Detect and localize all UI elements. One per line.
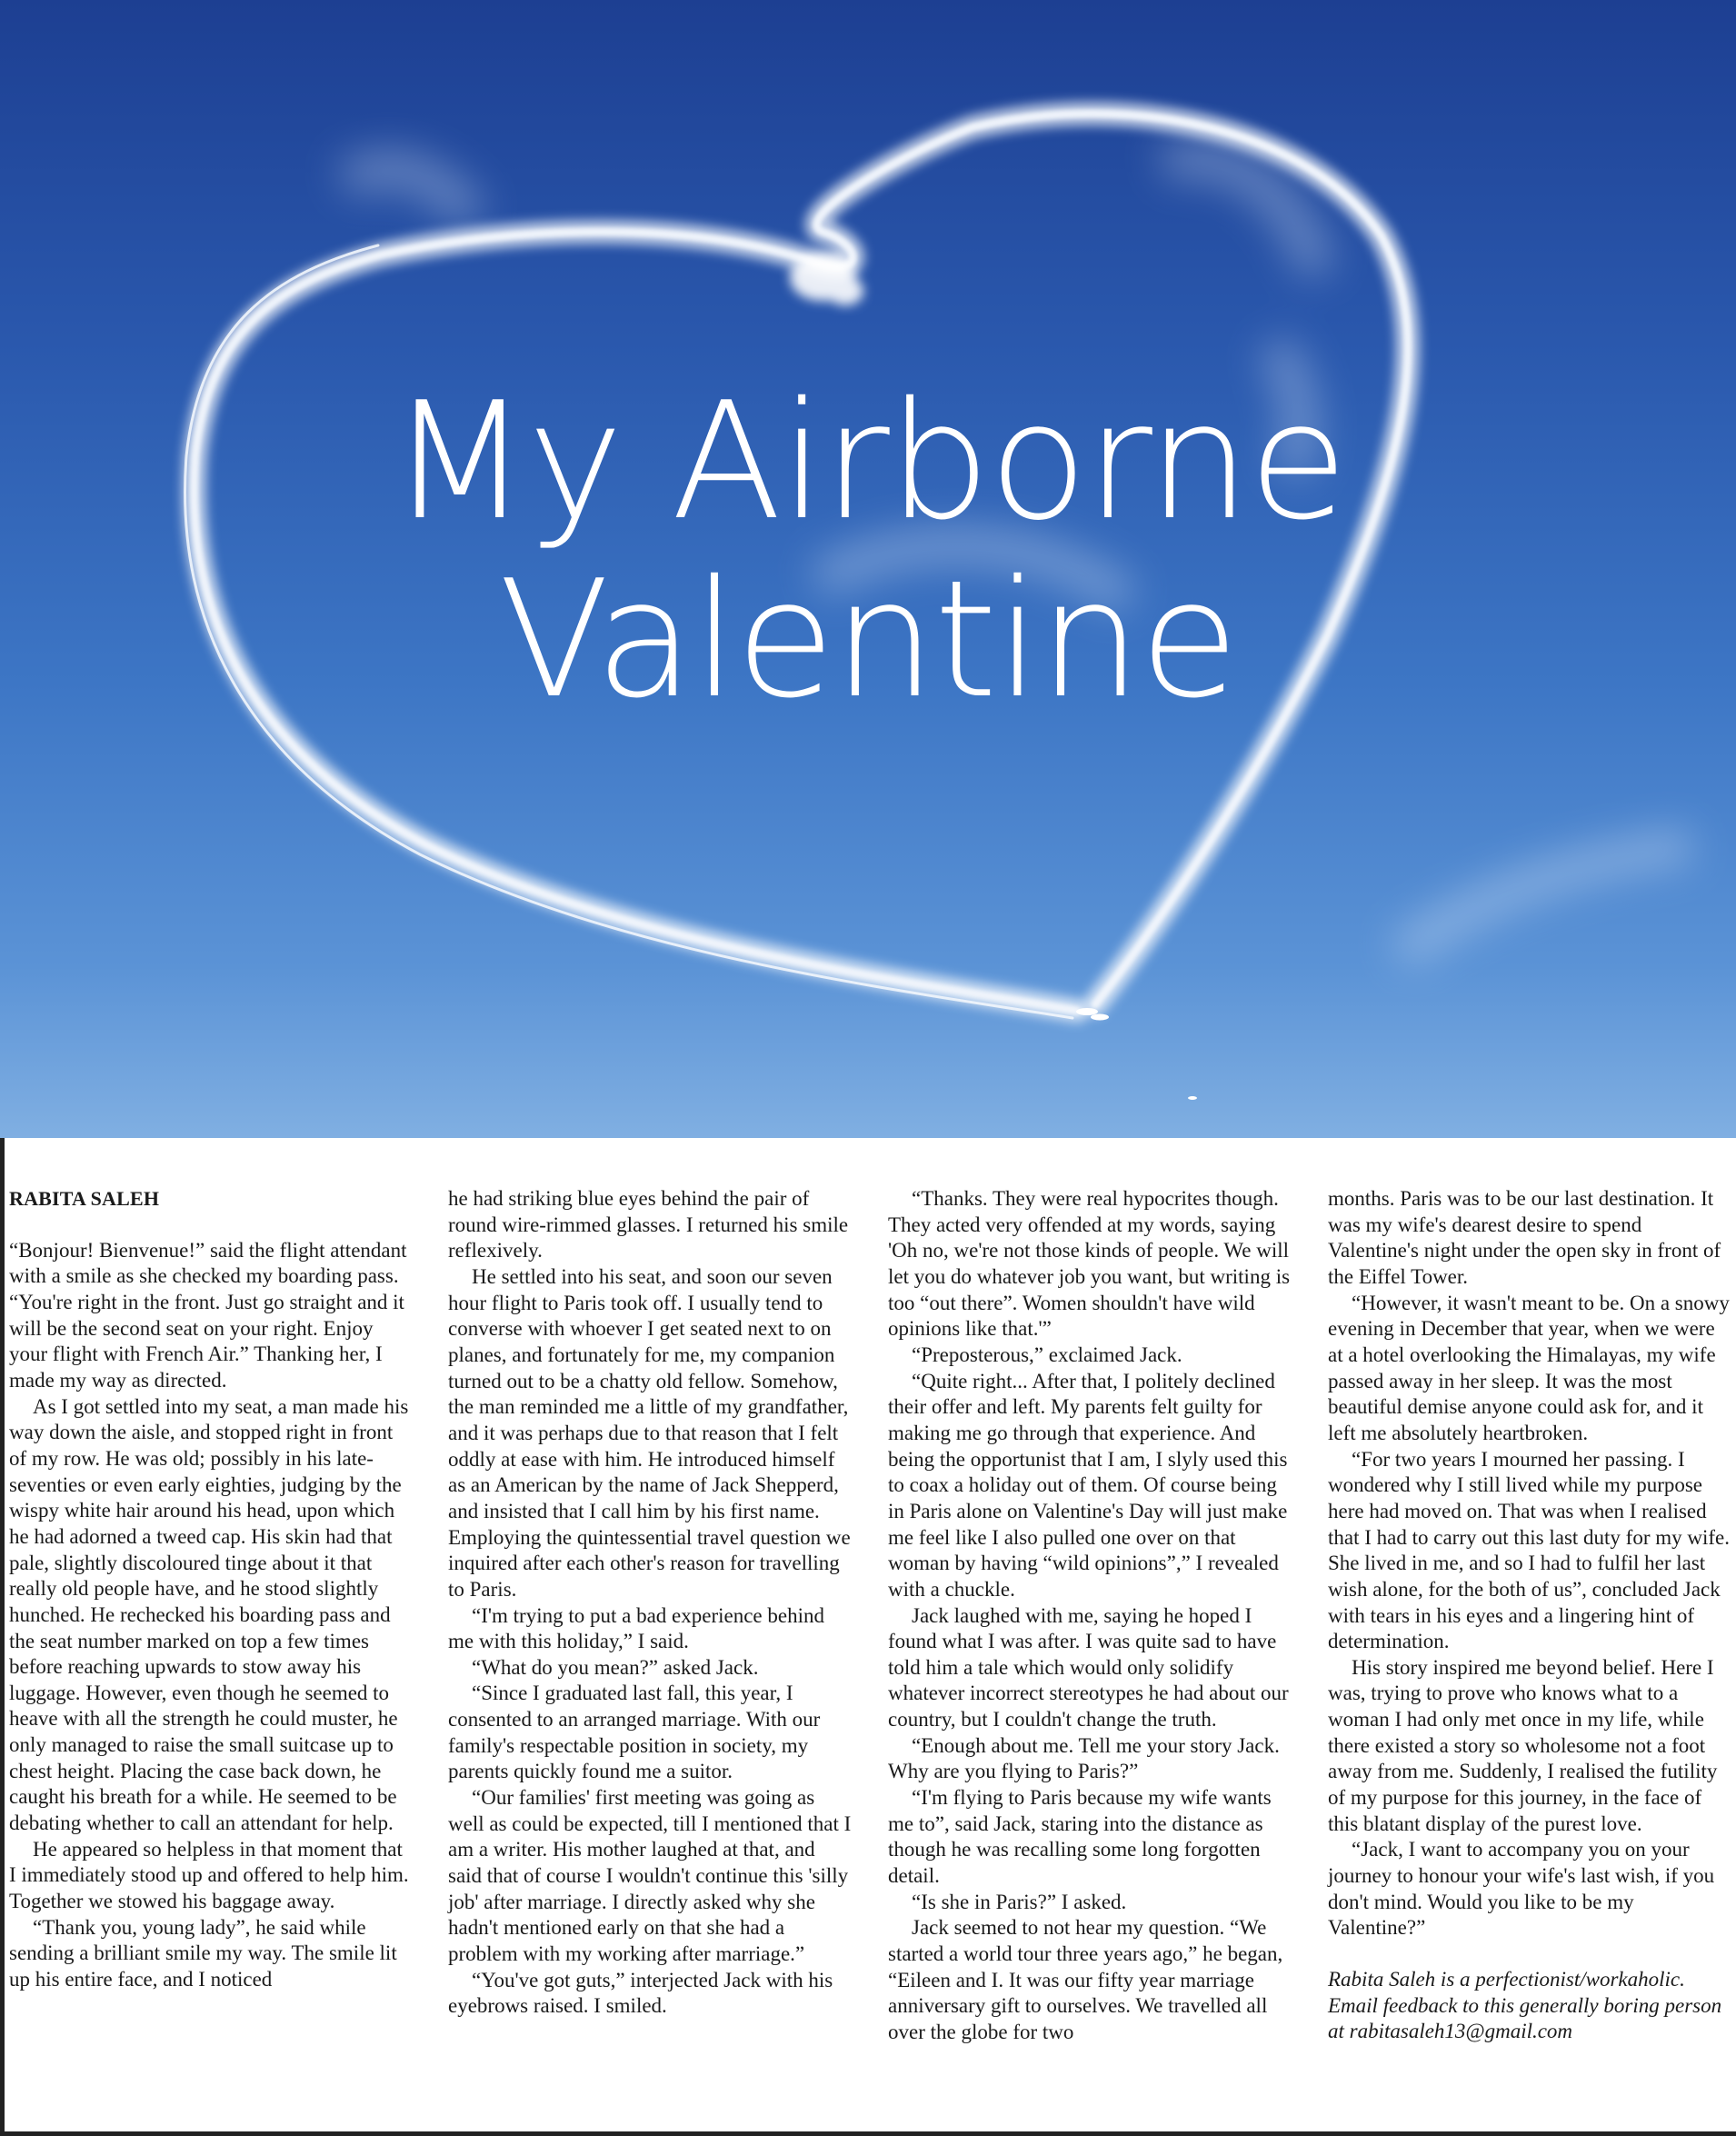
headline [0,367,1736,734]
paragraph: “Our families' first meeting was going as well as could be expected, till I mentioned that I am a writer. His mother laughed at that, and said that of course I wouldn't continue this 'silly job' after marriage. I directly asked why she hadn't mentioned early on that she had a problem with my working after marriage.” [448,1786,852,1966]
paragraph: “You've got guts,” interjected Jack with his eyebrows raised. I smiled. [448,1968,833,2018]
paragraph: “Enough about me. Tell me your story Jack. Why are you flying to Paris?” [888,1733,1280,1783]
paragraph: “However, it wasn't meant to be. On a snowy evening in December that year, when we were at a hotel overlooking the Himalayas, my wife passed away in her sleep. It was the most beautiful demise anyone could ask for, and it left me absolutely heartbroken. [1328,1291,1730,1444]
paragraph: “I'm trying to put a bad experience behind me with this holiday,” I said. [448,1603,824,1653]
paragraph: “Bonjour! Bienvenue!” said the flight attendant with a smile as she checked my boarding pass. “You're right in the front. Just go straight and it will be the second seat on your right. Enjoy your flight with French Air.” Thanking her, I made my way as directed. [9,1238,407,1392]
paragraph: As I got settled into my seat, a man made his way down the aisle, and stopped right in front of my row. He was old; possibly in his late-seventies or even early eighties, judging by the wispy white hair around his head, upon which he had adorned a tweed cap. His skin had that pale, slightly discoloured tinge about it that really old people have, and he stood slightly hunched. He rechecked his boarding pass and the seat number marked on top a few times before reaching upwards to stow away his luggage. However, even though he seemed to heave with all the strength he could muster, he only managed to raise the small suitcase up to chest height. Placing the case back down, he caught his breath for a while. He seemed to be debating whether to call an attendant for help. [9,1394,409,1835]
paragraph: Jack laughed with me, saying he hoped I found what I was after. I was quite sad to have told him a tale which would only solidify whatever incorrect stereotypes he had about our country, but I couldn't change the truth. [888,1603,1289,1732]
column-3 [888,1186,1292,2046]
paragraph: “What do you mean?” asked Jack. [472,1655,759,1679]
bottom-border [0,2131,1736,2136]
paragraph: Jack seemed to not hear my question. “We started a world tour three years ago,” he began, “Eileen and I. It was our fifty year marriage anniversary gift to ourselves. We travelled all over the globe for two [888,1916,1283,2043]
headline-line-1: My Airborne [389,367,1347,555]
paragraph: “Is she in Paris?” I asked. [912,1890,1127,1913]
paragraph: he had striking blue eyes behind the pair of round wire-rimmed glasses. I returned his smile reflexively. [448,1187,849,1263]
paragraph: “Since I graduated last fall, this year, I consented to an arranged marriage. With our family's respectable position in society, my parents quickly found me a suitor. [448,1682,821,1783]
paragraph: “For two years I mourned her passing. I wondered why I still lived while my purpose here had moved on. That was when I realised that I had to carry out this last duty for my wife. She lived in me, and so I had to fulfil her last wish alone, for the both of us”, concluded Jack with tears in his eyes and a lingering hint of determination. [1328,1447,1731,1653]
paragraph: “Thank you, young lady”, he said while sending a brilliant smile my way. The smile lit up his entire face, and I noticed [9,1915,397,1991]
paragraph: “I'm flying to Paris because my wife wants me to”, said Jack, staring into the distance as though he was recalling some long forgotten detail. [888,1786,1272,1888]
byline: RABITA SALEH [9,1187,160,1210]
column-1 [9,1186,414,1993]
paragraph: “Jack, I want to accompany you on your journey to honour your wife's last wish, if you don't mind. Would you like to be my Valentine?” [1328,1838,1715,1940]
paragraph: months. Paris was to be our last destination. It was my wife's dearest desire to spend Valentine's night under the open sky in front of the Eiffel Tower. [1328,1187,1721,1288]
author-bio: Rabita Saleh is a perfectionist/workaholic. Email feedback to this generally boring person at rabitasaleh13@gmail.com [1328,1968,1722,2043]
jets-icon [1076,1008,1197,1100]
column-2 [448,1186,853,2020]
paragraph: “Preposterous,” exclaimed Jack. [912,1342,1182,1366]
paragraph: “Thanks. They were real hypocrites though. They acted very offended at my words, saying 'Oh no, we're not those kinds of people. We will let you do whatever job you want, but writing is too “out there”. Women shouldn't have wild opinions like that.'” [888,1187,1291,1341]
paragraph: “Quite right... After that, I politely declined their offer and left. My parents felt guilty for making me go through that experience. And being the opportunist that I am, I slyly used this to coax a holiday out of them. Of course being in Paris alone on Valentine's Day will just make me feel like I also pulled one over on that woman by having “wild opinions”,” I revealed with a chuckle. [888,1369,1288,1601]
paragraph: He settled into his seat, and soon our seven hour flight to Paris took off. I usually tend to converse with whoever I get seated next to on planes, and fortunately for me, my companion turned out to be a chatty old fellow. Somehow, the man reminded me a little of my grandfather, and it was perhaps due to that reason that I felt oddly at ease with him. He introduced himself as an American by the name of Jack Shepperd, and insisted that I call him by his first name. Employing the quintessential travel question we inquired after each other's reason for travelling to Paris. [448,1264,851,1601]
paragraph: His story inspired me beyond belief. Here I was, trying to prove who knows what to a woman I had only met once in my life, while there existed a story so wholesome not a foot away from me. Suddenly, I realised the futility of my purpose for this journey, in the face of this blatant display of the purest love. [1328,1655,1718,1835]
headline-line-2: Valentine [498,545,1238,734]
paragraph: He appeared so helpless in that moment that I immediately stood up and offered to help him. Together we stowed his baggage away. [9,1837,409,1913]
article-body [9,1186,1736,2136]
column-4 [1328,1186,1732,2045]
